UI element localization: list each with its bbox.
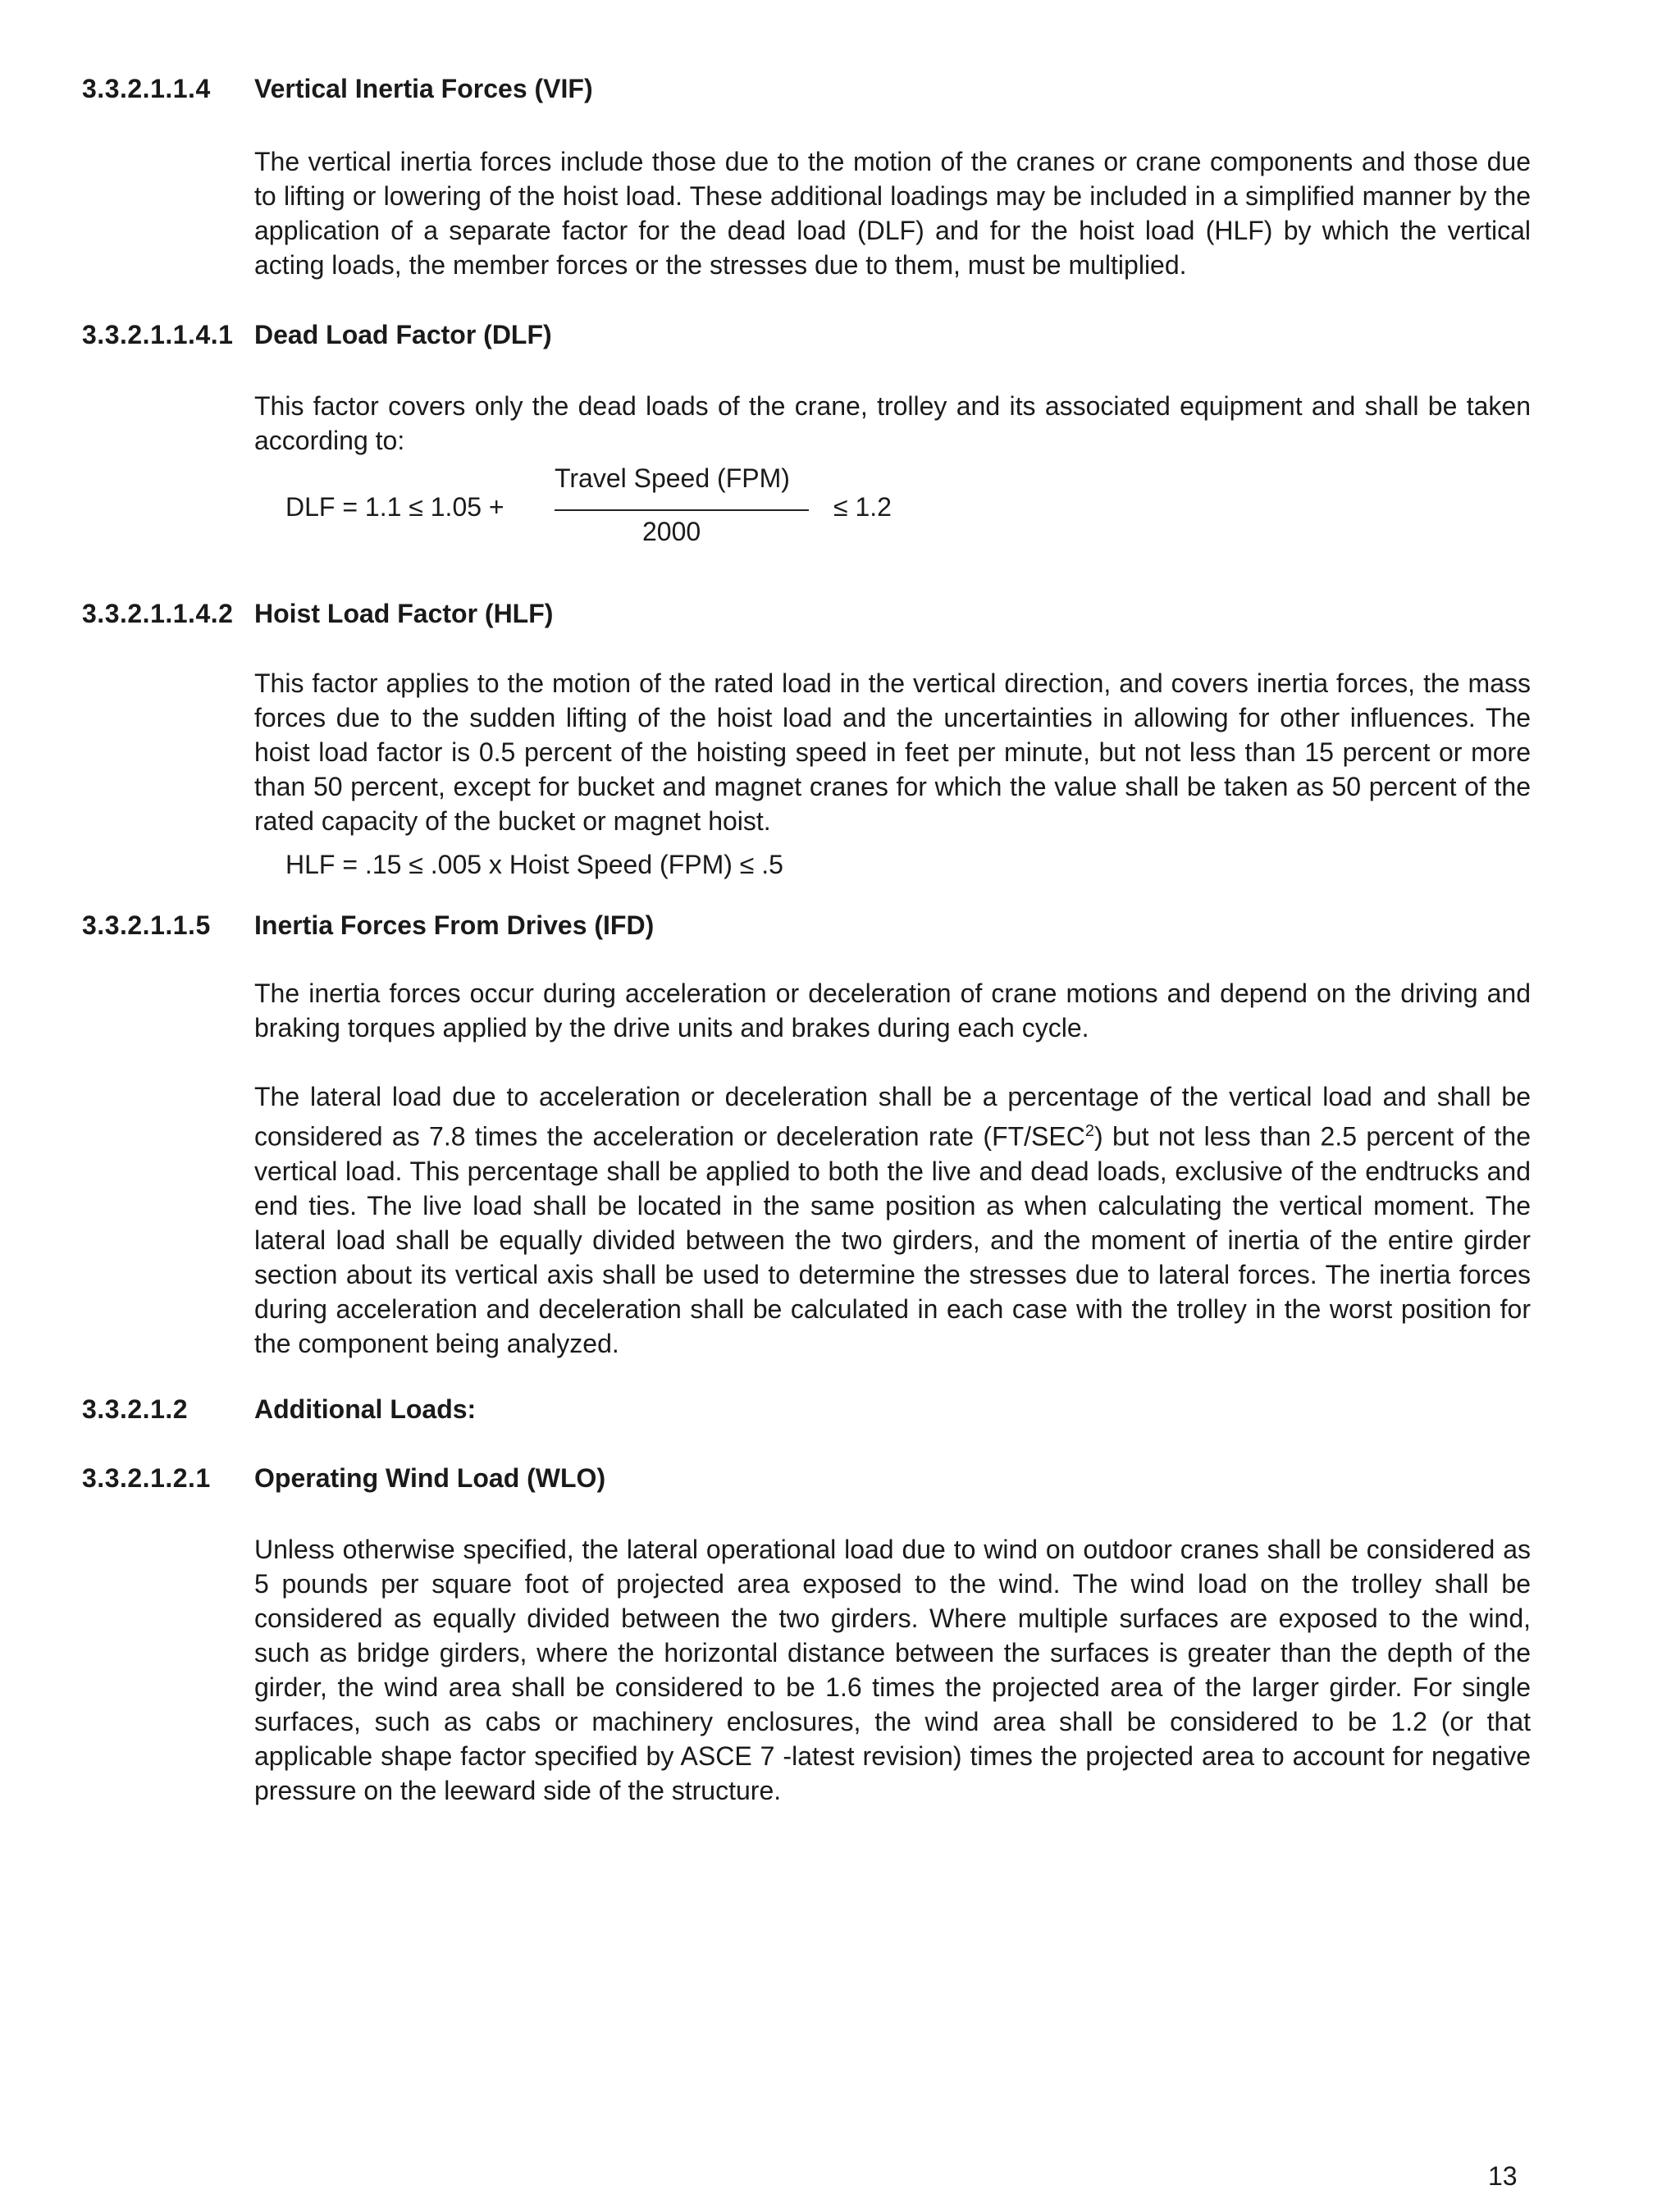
dlf-formula-numerator: Travel Speed (FPM) bbox=[555, 463, 790, 493]
ifd-body-2a: The lateral load due to acceleration or deceleration shall be a percentage of the vertical load and shall be considered as 7.8 times the acceleration or deceleration rate (FT/SEC bbox=[254, 1082, 1531, 1152]
section-number-wlo: 3.3.2.1.2.1 bbox=[82, 1463, 211, 1493]
section-title-ifd: Inertia Forces From Drives (IFD) bbox=[254, 910, 655, 940]
ifd-body-2b: ) but not less than 2.5 percent of the vertical load. This percentage shall be applied to both the live and dead loads, exclusive of the endtrucks and end ties. The live load shall be located in the same position as when calculating the vertical moment. The lateral load shall be equally divided between the two girders, and the moment of inertia of the entire girder section about its vertical axis shall be used to determine the stresses due to lateral forces. The inertia forces during acceleration and deceleration shall be calculated in each case with the trolley in the worst position for the component being analyzed. bbox=[254, 1121, 1532, 1358]
ifd-superscript: 2 bbox=[1084, 1122, 1094, 1140]
section-number-vif: 3.3.2.1.1.4 bbox=[82, 74, 211, 103]
hlf-formula: HLF = .15 ≤ .005 x Hoist Speed (FPM) ≤ .5 bbox=[285, 850, 783, 879]
dlf-fraction-bar bbox=[555, 509, 809, 511]
section-body-ifd-2 bbox=[254, 1079, 1531, 1361]
section-title-hlf: Hoist Load Factor (HLF) bbox=[254, 599, 554, 628]
section-number-ifd: 3.3.2.1.1.5 bbox=[82, 910, 211, 940]
section-title-additional: Additional Loads: bbox=[254, 1394, 477, 1424]
page-number: 13 bbox=[1488, 2161, 1518, 2191]
dlf-formula-denominator: 2000 bbox=[642, 517, 701, 546]
dlf-formula-right: ≤ 1.2 bbox=[833, 492, 892, 522]
section-body-ifd-1: The inertia forces occur during acceleration or deceleration of crane motions and depend on the driving and braking torques applied by the drive units and brakes during each cycle. bbox=[254, 979, 1531, 1042]
section-title-wlo: Operating Wind Load (WLO) bbox=[254, 1463, 606, 1493]
section-body-hlf: This factor applies to the motion of the rated load in the vertical direction, and covers inertia forces, the mass forces due to the sudden lifting of the hoist load and the uncertainties in allowing for other influences. The hoist load factor is 0.5 percent of the hoisting speed in feet per minute, but not less than 15 percent or more than 50 percent, except for bucket and magnet cranes for which the value shall be taken as 50 percent of the rated capacity of the bucket or magnet hoist. bbox=[254, 668, 1531, 836]
section-number-additional: 3.3.2.1.2 bbox=[82, 1394, 189, 1424]
section-number-dlf: 3.3.2.1.1.4.1 bbox=[82, 320, 234, 349]
section-body-wlo: Unless otherwise specified, the lateral operational load due to wind on outdoor cranes shall be considered as 5 pounds per square foot of projected area exposed to the wind. The wind load on the trolley shall be considered as equally divided between the two girders. Where multiple surfaces are exposed to the wind, such as bridge girders, where the horizontal distance between the surfaces is greater than the depth of the girder, the wind area shall be considered to be 1.6 times the projected area of the larger girder. For single surfaces, such as cabs or machinery enclosures, the wind area shall be considered to be 1.2 (or that applicable shape factor specified by ASCE 7 -latest revision) times the projected area to account for negative pressure on the leeward side of the structure. bbox=[254, 1535, 1531, 1805]
section-title-dlf: Dead Load Factor (DLF) bbox=[254, 320, 552, 349]
section-body-dlf: This factor covers only the dead loads of the crane, trolley and its associated equipment and shall be taken according to: bbox=[254, 391, 1531, 455]
section-body-vif: The vertical inertia forces include those due to the motion of the cranes or crane components and those due to lifting or lowering of the hoist load. These additional loadings may be included in a simplified manner by the application of a separate factor for the dead load (DLF) and for the hoist load (HLF) by which the vertical acting loads, the member forces or the stresses due to them, must be multiplied. bbox=[254, 147, 1531, 280]
section-number-hlf: 3.3.2.1.1.4.2 bbox=[82, 599, 234, 628]
section-title-vif: Vertical Inertia Forces (VIF) bbox=[254, 74, 593, 103]
dlf-formula-left: DLF = 1.1 ≤ 1.05 + bbox=[285, 492, 504, 522]
